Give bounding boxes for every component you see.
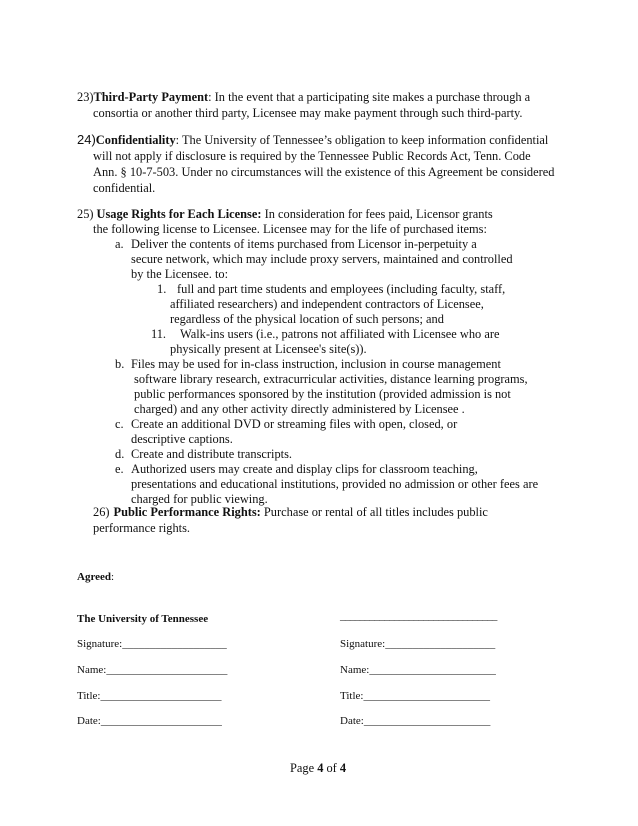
left-party-name: The University of Tennessee (77, 613, 209, 625)
item-c-text-1: Create an additional DVD or streaming files with open, closed, or (131, 417, 458, 431)
item-a1-text-2: affiliated researchers) and independent contractors of Licensee, (170, 297, 484, 311)
footer-page-total: 4 (339, 761, 347, 775)
footer-page-word: Page (290, 761, 318, 775)
date-field-left[interactable]: Date:______________________ (77, 715, 222, 727)
section-24-text-2: will not apply if disclosure is required by the Tennessee Public Records Act, Tenn. Code (93, 149, 531, 163)
item-a-text-3: by the Licensee. to: (131, 267, 229, 281)
right-party-blank[interactable]: ________________________________ (340, 610, 497, 622)
item-a11-text-1: Walk-ins users (i.e., patrons not affiliated with Licensee who are (180, 327, 500, 341)
date-field-right[interactable]: Date:_______________________ (340, 715, 491, 727)
agreed-label (77, 570, 114, 584)
section-25-text-1: In consideration for fees paid, Licensor grants (261, 207, 493, 221)
section-25-text-2: the following license to Licensee. Licensee may for the life of purchased items: (93, 222, 487, 236)
section-25-title: Usage Rights for Each License: (96, 207, 262, 221)
name-field-left[interactable]: Name:______________________ (77, 664, 228, 676)
section-23-text-2: consortia or another third party, Licensee may make payment through such third-party. (93, 106, 523, 120)
item-b-marker: b. (115, 357, 125, 371)
item-e-marker: e. (115, 462, 124, 476)
agreed-word: Agreed (77, 571, 112, 583)
section-24-title: Confidentiality (95, 133, 176, 147)
section-25-number: 25) (77, 207, 94, 221)
item-b-text-1: Files may be used for in-class instruction, inclusion in course management (131, 357, 501, 371)
section-26-number: 26) (93, 505, 110, 519)
section-24-text-4: confidential. (93, 181, 156, 195)
item-a-marker: a. (115, 237, 124, 251)
name-field-right[interactable]: Name:_______________________ (340, 664, 496, 676)
signature-field-left[interactable]: Signature:___________________ (77, 638, 227, 650)
item-a1-text-3: regardless of the physical location of such persons; and (170, 312, 444, 326)
item-a11-text-2: physically present at Licensee's site(s)). (170, 342, 367, 356)
item-b-text-4: charged) and any other activity directly administered by Licensee . (134, 402, 465, 416)
section-23-text-1: : In the event that a participating site makes a purchase through a (208, 90, 531, 104)
item-a1-text-1: full and part time students and employees (including faculty, staff, (177, 282, 506, 296)
title-field-left[interactable]: Title:______________________ (77, 690, 222, 702)
item-b-text-2: software library research, extracurricular activities, distance learning programs, (134, 372, 528, 386)
footer-of-word: of (323, 761, 340, 775)
item-d-text-1: Create and distribute transcripts. (131, 447, 293, 461)
item-a-text-1: Deliver the contents of items purchased from Licensor in-perpetuity a (131, 237, 477, 251)
section-24-line-1 (77, 133, 548, 147)
section-26-line-1 (93, 505, 488, 519)
signature-field-right[interactable]: Signature:____________________ (340, 638, 496, 650)
item-d-marker: d. (115, 447, 125, 461)
section-24-number: 24) (77, 132, 96, 147)
section-26-text-1: Purchase or rental of all titles includes public (260, 505, 488, 519)
item-e-text-1: Authorized users may create and display clips for classroom teaching, (131, 462, 478, 476)
section-23-title: Third-Party Payment (93, 90, 209, 104)
section-23-line-1 (77, 90, 530, 104)
title-field-right[interactable]: Title:_______________________ (340, 690, 490, 702)
section-23-number: 23) (77, 90, 94, 104)
item-a-text-2: secure network, which may include proxy servers, maintained and controlled (131, 252, 513, 266)
footer-page-number: 4 (317, 761, 324, 775)
item-e-text-3: charged for public viewing. (131, 492, 268, 506)
item-c-text-2: descriptive captions. (131, 432, 233, 446)
item-c-marker: c. (115, 417, 124, 431)
section-25-line-1 (77, 207, 493, 221)
section-24-text-1: : The University of Tennessee’s obligation to keep information confidential (175, 133, 549, 147)
page-footer (290, 761, 346, 775)
agreed-colon: : (111, 571, 115, 583)
item-a11-marker: 11. (151, 327, 167, 341)
item-e-text-2: presentations and educational institutions, provided no admission or other fees are (131, 477, 539, 491)
item-b-text-3: public performances sponsored by the institution (provided admission is not (134, 387, 511, 401)
section-26-title: Public Performance Rights: (113, 505, 261, 519)
section-24-text-3: Ann. § 10-7-503. Under no circumstances will the existence of this Agreement be considered (93, 165, 555, 179)
section-26-text-2: performance rights. (93, 521, 191, 535)
item-a1-marker: 1. (157, 282, 167, 296)
